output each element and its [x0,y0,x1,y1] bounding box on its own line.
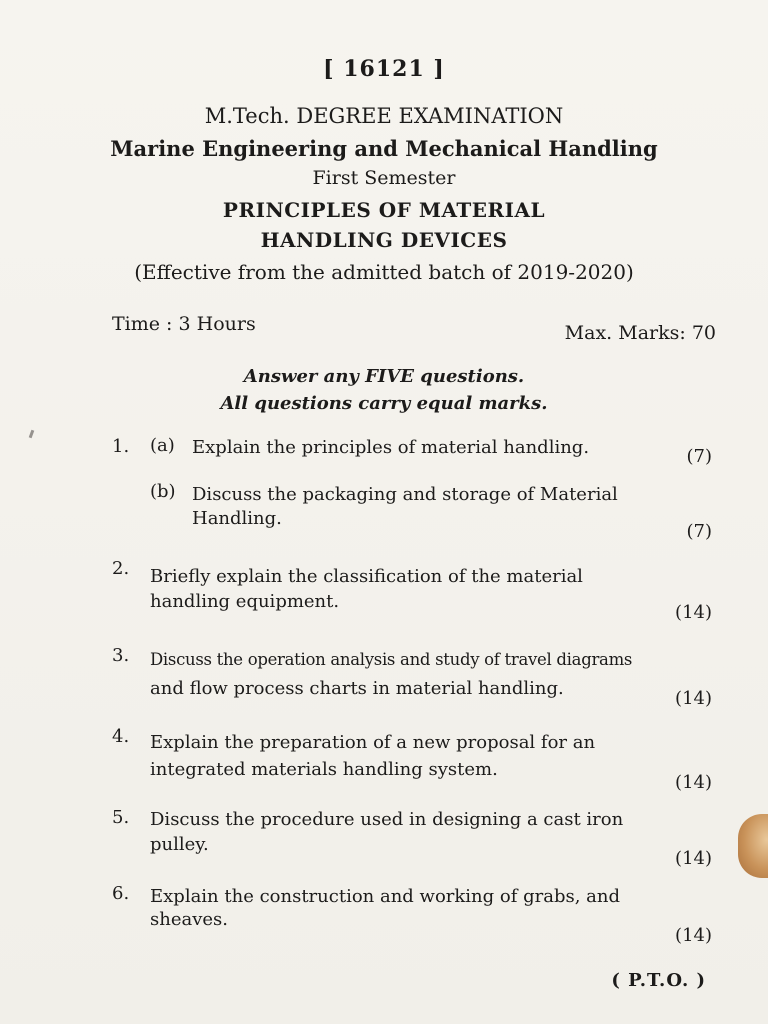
paper-code: [ 16121 ] [323,56,445,82]
question-text-line2: sheaves. [150,909,228,930]
question-text-line2: pulley. [150,834,209,855]
effective-batch: (Effective from the admitted batch of 2019-2020) [134,260,634,284]
instruction-line2: All questions carry equal marks. [220,393,548,414]
paper-speck [29,430,35,439]
question-number: 5. [112,807,130,828]
question-number: 6. [112,883,130,904]
question-number: 3. [112,645,130,666]
question-text: Explain the principles of material handling. [192,437,590,458]
question-marks: (7) [686,521,712,542]
question-text-line1: Explain the preparation of a new proposal for an [150,732,596,753]
question-text-line2: Handling. [192,508,282,529]
question-text-line1: Discuss the procedure used in designing a cast iron [150,809,624,830]
question-marks: (14) [675,848,712,869]
subject-title-line2: HANDLING DEVICES [260,228,508,252]
subpart-label: (a) [150,435,175,456]
degree-title: M.Tech. DEGREE EXAMINATION [204,104,564,128]
question-number: 1. [112,436,130,457]
thumb-edge [738,814,768,878]
subject-title-line1: PRINCIPLES OF MATERIAL [222,198,546,222]
question-number: 2. [112,558,130,579]
max-marks: Max. Marks: 70 [564,322,716,344]
branch-title: Marine Engineering and Mechanical Handling [110,136,658,161]
question-text-line2: integrated materials handling system. [150,759,498,780]
question-text-line1: Explain the construction and working of grabs, and [150,886,621,907]
pto-label: ( P.T.O. ) [611,970,706,991]
question-text-line1: Briefly explain the classification of the material [150,566,583,587]
question-text-line2: handling equipment. [150,591,340,612]
question-text-line1: Discuss the operation analysis and study of travel diagrams [150,650,633,669]
question-marks: (14) [675,925,712,946]
question-text-line1: Discuss the packaging and storage of Material [192,484,618,505]
question-marks: (7) [686,446,712,467]
question-text-line2: and flow process charts in material handling. [150,678,564,699]
question-marks: (14) [675,688,712,709]
question-number: 4. [112,726,130,747]
subpart-label: (b) [150,481,176,502]
semester-label: First Semester [312,167,456,189]
question-marks: (14) [675,772,712,793]
question-marks: (14) [675,602,712,623]
exam-duration: Time : 3 Hours [112,313,256,335]
instruction-line1: Answer any FIVE questions. [243,366,525,387]
